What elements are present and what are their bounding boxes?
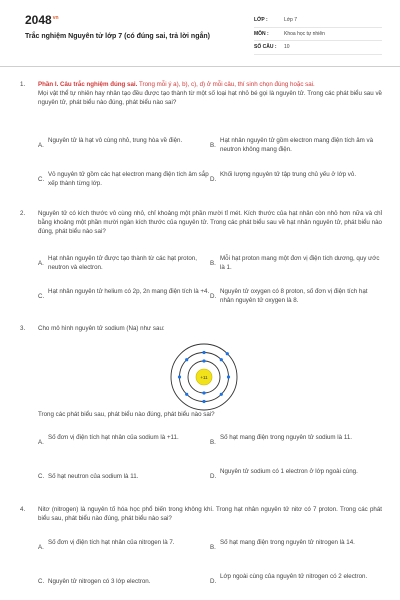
question-text: Trong các phát biểu sau, phát biểu nào đúng, phát biểu nào sai? (38, 411, 215, 418)
nucleus-charge-label: +11 (200, 375, 208, 380)
question-number: 1. (20, 81, 26, 88)
part-heading: Phần I. Câu trắc nghiệm đúng sai. Trong mỗi ý a), b), c), d) ở mỗi câu, thí sinh chọn đúng hoặc sai. (38, 81, 315, 88)
meta-row-count: SỐ CÂU : 10 (254, 41, 382, 55)
meta-row-subject: MÔN : Khoa học tự nhiên (254, 28, 382, 42)
question-text: Cho mô hình nguyên tử sodium (Na) như sau: (38, 325, 165, 332)
quiz-title: Trắc nghiệm Nguyên tử lớp 7 (có đúng sai, trả lời ngắn) (25, 33, 210, 40)
site-logo[interactable]: $2048^{vn}$ (25, 13, 59, 27)
question-number: 2. (20, 210, 26, 217)
page-header (0, 0, 400, 70)
question-number: 3. (20, 325, 26, 332)
question-text: Nguyên tử có kích thước vô cùng nhỏ, chỉ khoảng một phần mười tỉ mét. Kích thước của hạt nhân còn nhỏ hơn nữa và chỉ bằng khoảng một phần mười ngàn kích thước của nguyên tử. Trong các phát biểu sau về hạt nhân nguyên tử, phát biểu nào đúng, phát biểu nào sai? (38, 210, 382, 235)
question-number: 4. (20, 506, 26, 513)
question-text: Mọi vật thể tự nhiên hay nhân tạo đều được tạo thành từ một số loại hạt nhỏ bé gọi là nguyên tử. Trong các phát biểu sau về nguyên tử, phát biểu nào đúng, phát biểu nào sai? (38, 90, 382, 106)
question-text: Nitơ (nitrogen) là nguyên tố hóa học phổ biến trong không khí. Trong hạt nhân nguyên tử nitơ có 7 proton. Trong các phát biểu sau, phát biểu nào đúng, phát biểu nào sai? (38, 506, 382, 522)
question-stem (38, 80, 382, 107)
meta-row-class: LỚP : Lớp 7 (254, 14, 382, 28)
sodium-atom-diagram (167, 340, 241, 414)
quiz-meta-table (254, 14, 382, 55)
header-divider (0, 66, 400, 67)
quiz-page: $2048^{vn}$ Trắc nghiệm Nguyên tử lớp 7 (có đúng sai, trả lời ngắn) LỚP : Lớp 7 MÔN : Khoa học tự nhiên SỐ CÂU : 10 1. Phần I. Câu trắc nghiệm đúng sai. Trong mỗi ý a), b), c), d) ở mỗi câu, thí sinh chọn đúng hoặc sai. Mọi vật thể tự nhiên hay nhân tạo đều được tạo thành từ một số loại hạt nhỏ bé gọi là nguyên tử. Trong các phát biểu sau về nguyên tử, phát biểu nào đúng, phát biểu nào sai? A. Nguyên tử là hạt vô cùng nhỏ, trung hòa về điện. B. Hạt nhân nguyên tử gồm electron mang điện tích âm và neutron không mang điện. C. Vỏ nguyên tử gồm các hạt electron mang điện tích âm sắp xếp thành từng lớp. D. Khối lượng nguyên tử tập trung chủ yếu ở lớp vỏ. 2. Nguyên tử có kích thước vô cùng nhỏ, chỉ khoảng một phần mười tỉ mét. Kích thước của hạt nhân còn nhỏ hơn nữa và chỉ bằng khoảng một phần mười ngàn kích thước của nguyên tử. Trong các phát biểu sau về hạt nhân nguyên tử, phát biểu nào đúng, phát biểu nào sai? A. Hạt nhân nguyên tử được tạo thành từ các hạt proton, neutron và electron. B. Mỗi hạt proton mang một đơn vị điện tích dương, quy ước là 1. C. Hạt nhân nguyên tử helium có 2p, 2n mang điện tích là +4. D. Nguyên tử oxygen có 8 proton, số đơn vị điện tích hạt nhân nguyên tử oxygen là 8. 3. Cho mô hình nguyên tử sodium (Na) như sau: +11 Trong các phát biểu sau, phát biểu nào đúng, phát biểu nào sai? A. Số đơn vị điện tích hạt nhân của sodium là +11. B. Số hạt mang điện trong nguyên tử sodium là 11. C. Số hạt neutron của sodium là 11. D. Nguyên tử sodium có 1 electron ở lớp ngoài cùng. 4. Nitơ (nitrogen) là nguyên tố hóa học phổ biến trong không khí. Trong hạt nhân nguyên tử nitơ có 7 proton. Trong các phát biểu sau, phát biểu nào đúng, phát biểu nào sai? A. Số đơn vị điện tích hạt nhân của nitrogen là 7. B. Số hạt mang điện trong nguyên tử nitrogen là 14. C. Nguyên tử nitrogen có 3 lớp electron. D. Lớp ngoài cùng của nguyên tử nitrogen có 2 electron. (0, 0, 400, 600)
atom-model-icon (167, 340, 241, 414)
